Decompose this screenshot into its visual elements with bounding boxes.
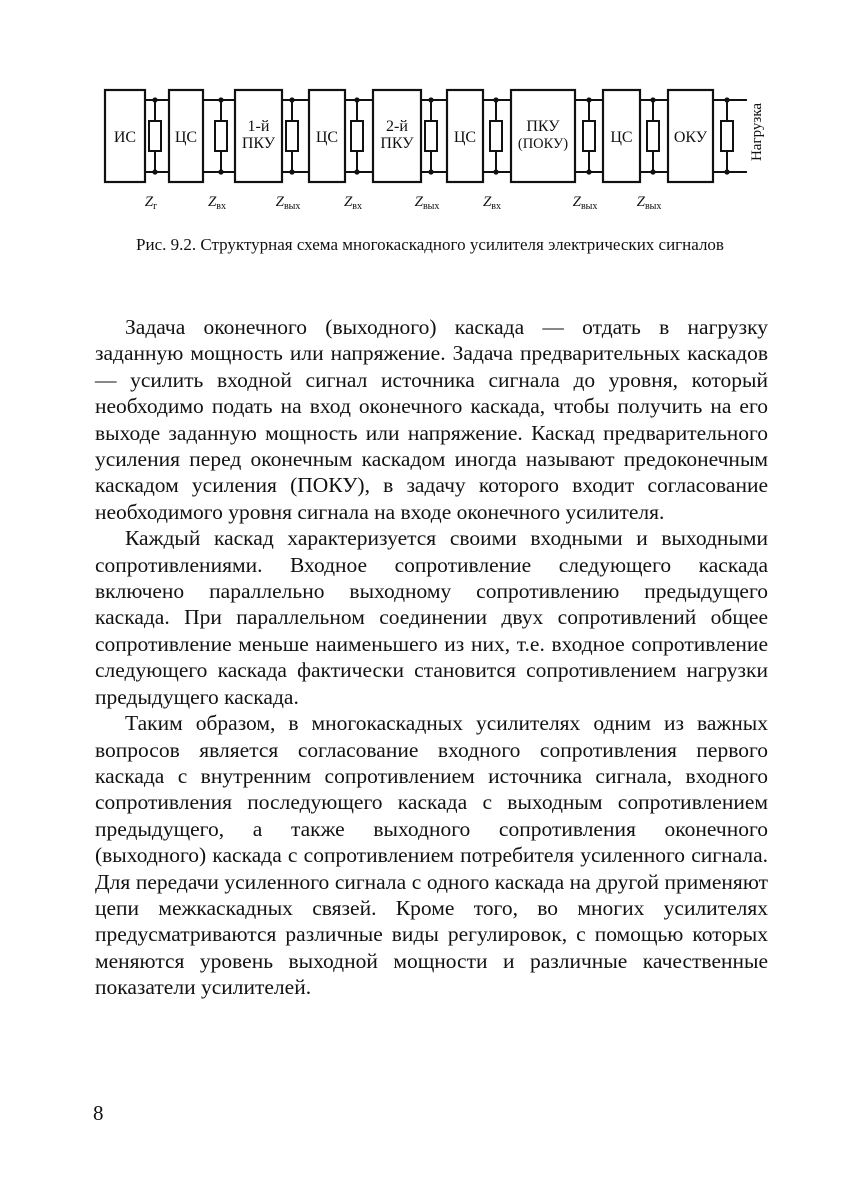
impedance-label-3: $Z_{вых}$: [275, 194, 301, 212]
junction-dot-3-2: [289, 169, 294, 174]
junction-dot-6-2: [493, 169, 498, 174]
junction-dot-3-1: [289, 97, 294, 102]
junction-dot-2-1: [218, 97, 223, 102]
junction-dot-8-2: [650, 169, 655, 174]
load-label: Нагрузка: [749, 102, 765, 162]
block-pku2-label-1: 2-й: [386, 118, 408, 135]
body-text: [95, 314, 768, 1001]
impedance-label-7: $Z_{вых}$: [572, 194, 598, 212]
resistor-9: [721, 121, 733, 151]
resistor-6: [490, 121, 502, 151]
block-cs4-label-1: ЦС: [610, 129, 633, 146]
block-oku-label-1: ОКУ: [673, 129, 708, 146]
impedance-label-5: $Z_{вых}$: [414, 194, 440, 212]
paragraph-1: Задача оконечного (выходного) каскада — отдать в нагрузку заданную мощность или напряжение. Задача предварительных каскадов — усилить входной сигнал источника сигнала до уровня, который необходимо подать на вход оконечного каскада, чтобы получить на его выходе заданную мощность или напряжение. Каскад предварительного усиления перед оконечным каскадом иногда называют предоконечным каскадом усиления (ПОКУ), в задачу которого входит согласование необходимого уровня сигнала на входе оконечного усилителя.: [95, 315, 768, 524]
junction-dot-2-2: [218, 169, 223, 174]
junction-dot-6-1: [493, 97, 498, 102]
impedance-label-8: $Z_{вых}$: [636, 194, 662, 212]
junction-dot-7-2: [586, 169, 591, 174]
junction-dot-7-1: [586, 97, 591, 102]
block-pku1-label-1: 1-й: [247, 118, 270, 135]
resistor-2: [215, 121, 227, 151]
junction-dot-5-1: [428, 97, 433, 102]
junction-dot-9-2: [724, 169, 729, 174]
figure-caption: Рис. 9.2. Структурная схема многокаскадного усилителя электрических сигналов: [136, 235, 724, 254]
impedance-label-2: $Z_{вх}$: [207, 194, 227, 212]
block-poku-label-2: (ПОКУ): [517, 136, 569, 152]
block-cs3-label-1: ЦС: [453, 129, 477, 146]
impedance-label-1: $Z_г$: [144, 194, 158, 212]
junction-dot-1-1: [152, 97, 157, 102]
page-number: 8: [93, 1101, 104, 1125]
junction-dot-1-2: [152, 169, 157, 174]
block-pku2-label-2: ПКУ: [380, 135, 414, 152]
resistor-1: [149, 121, 161, 151]
block-cs2-label-1: ЦС: [315, 129, 339, 146]
resistor-4: [351, 121, 363, 151]
resistor-3: [286, 121, 298, 151]
resistor-8: [647, 121, 659, 151]
block-diagram: [95, 80, 775, 215]
block-poku-label-1: ПКУ: [526, 118, 560, 135]
resistor-5: [425, 121, 437, 151]
junction-dot-5-2: [428, 169, 433, 174]
resistor-7: [583, 121, 595, 151]
junction-dot-4-1: [354, 97, 359, 102]
impedance-label-6: $Z_{вх}$: [482, 194, 502, 212]
junction-dot-9-1: [724, 97, 729, 102]
paragraph-3: Таким образом, в многокаскадных усилителях одним из важных вопросов является согласование входного сопротивления первого каскада с внутренним сопротивлением источника сигнала, входного сопротивления последующего каскада с выходным сопротивлением предыдущего, а также выходного сопротивления оконечного (выходного) каскада с сопротивлением потребителя усиленного сигнала. Для передачи усиленного сигнала с одного каскада на другой применяют цепи межкаскадных связей. Кроме того, во многих усилителях предусматриваются различные виды регулировок, с помощью которых меняются уровень выходной мощности и различные качественные показатели усилителей.: [95, 711, 768, 1000]
junction-dot-4-2: [354, 169, 359, 174]
junction-dot-8-1: [650, 97, 655, 102]
block-cs1-label-1: ЦС: [174, 129, 198, 146]
paragraph-2: Каждый каскад характеризуется своими входными и выходными сопротивлениями. Входное сопротивление следующего каскада включено параллельно выходному сопротивлению предыдущего каскада. При параллельном соединении двух сопротивлений общее сопротивление меньше наименьшего из них, т.е. входное сопротивление следующего каскада фактически становится сопротивлением нагрузки предыдущего каскада.: [95, 526, 768, 709]
block-is-label-1: ИС: [113, 129, 137, 146]
impedance-label-4: $Z_{вх}$: [343, 194, 363, 212]
block-pku1-label-2: ПКУ: [241, 135, 276, 152]
